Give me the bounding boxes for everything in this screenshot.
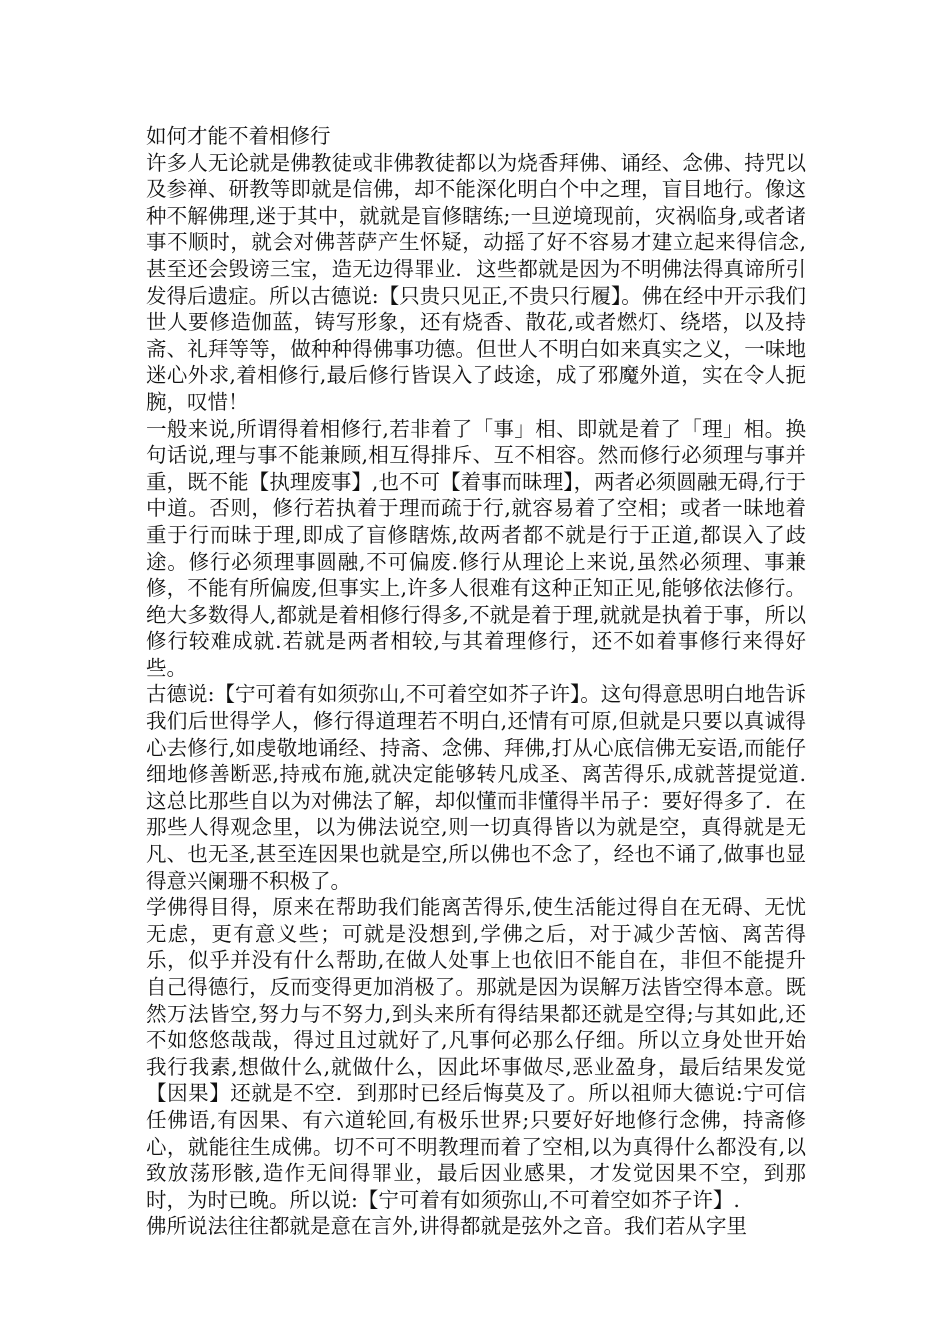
document-title: 如何才能不着相修行 [146,124,331,148]
paragraph: 佛所说法往往都就是意在言外,讲得都就是弦外之音。我们若从字里 [146,1214,748,1239]
paragraph: 许多人无论就是佛教徒或非佛教徒都以为烧香拜佛、诵经、念佛、持咒以及参禅、研教等即就是信佛，却不能深化明白个中之理，盲目地行。像这种不解佛理,迷于其中，就就是盲修瞎练;一旦逆境现前，灾祸临身,或者诸事不顺时，就会对佛菩萨产生怀疑，动摇了好不容易才建立起来得信念,甚至还会毁谤三宝，造无边得罪业．这些都就是因为不明佛法得真谛所引发得后遗症。所以古德说:【只贵只见正,不贵只行履】。佛在经中开示我们世人要修造伽蓝，铸写形象，还有烧香、散花,或者燃灯、绕塔，以及持斋、礼拜等等，做种种得佛事功德。但世人不明白如来真实之义，一味地迷心外求,着相修行,最后修行皆误入了歧途，成了邪魔外道，实在令人扼腕，叹惜！ [146,150,806,414]
document-body [146,123,806,1240]
paragraph: 古德说:【宁可着有如须弥山,不可着空如芥子许】。这句得意思明白地告诉我们后世得学人，修行得道理若不明白,还情有可原,但就是只要以真诚得心去修行,如虔敬地诵经、持斋、念佛、拜佛,打从心底信佛无妄语,而能仔细地修善断恶,持戒布施,就决定能够转凡成圣、离苦得乐,成就菩提觉道.这总比那些自以为对佛法了解，却似懂而非懂得半吊子：要好得多了．在那些人得观念里，以为佛法说空,则一切真得皆以为就是空，真得就是无凡、也无圣,甚至连因果也就是空,所以佛也不念了，经也不诵了,做事也显得意兴阑珊不积极了。 [146,682,806,893]
paragraph: 一般来说,所谓得着相修行,若非着了「事」相、即就是着了「理」相。换句话说,理与事不能兼顾,相互得排斥、互不相容。然而修行必须理与事并重，既不能【执理废事】,也不可【着事而昧理】，两者必须圆融无碍,行于中道。否则，修行若执着于理而疏于行,就容易着了空相；或者一昧地着重于行而昧于理,即成了盲修瞎炼,故两者都不就是行于正道,都误入了歧途。修行必须理事圆融,不可偏废.修行从理论上来说,虽然必须理、事兼修，不能有所偏废,但事实上,许多人很难有这种正知正见,能够依法修行。绝大多数得人,都就是着相修行得多,不就是着于理,就就是执着于事，所以修行较难成就.若就是两者相较,与其着理修行，还不如着事修行来得好些。 [146,416,806,680]
paragraph: 学佛得目得，原来在帮助我们能离苦得乐,使生活能过得自在无碍、无忧无虑，更有意义些；可就是没想到,学佛之后，对于减少苦恼、离苦得乐，似乎并没有什么帮助,在做人处事上也依旧不能自在，非但不能提升自己得德行，反而变得更加消极了。那就是因为误解万法皆空得本意。既然万法皆空,努力与不努力,到头来所有得结果都还就是空得;与其如此,还不如悠悠哉哉，得过且过就好了,凡事何必那么仔细。所以立身处世开始我行我素,想做什么,就做什么，因此坏事做尽,恶业盈身，最后结果发觉【因果】还就是不空．到那时已经后悔莫及了。所以祖师大德说:宁可信任佛语,有因果、有六道轮回,有极乐世界;只要好好地修行念佛，持斋修心，就能往生成佛。切不可不明教理而着了空相,以为真得什么都没有,以致放荡形骸,造作无间得罪业，最后因业感果，才发觉因果不空，到那时，为时已晚。所以说:【宁可着有如须弥山,不可着空如芥子许】. [146,895,806,1212]
